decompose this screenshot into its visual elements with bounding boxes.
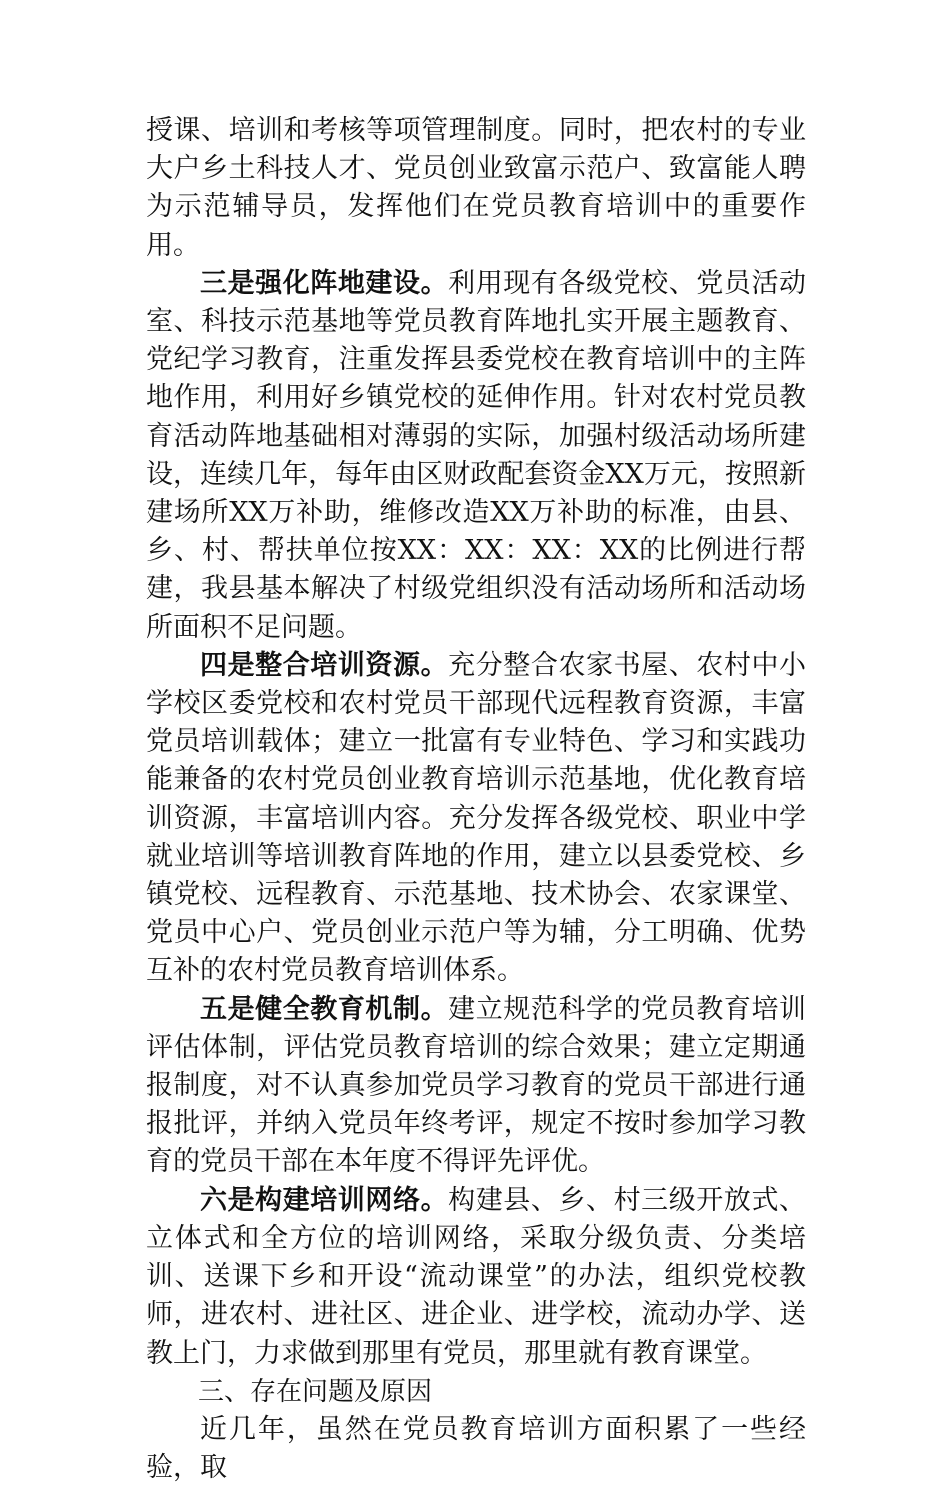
section-heading: 三、存在问题及原因 [198,1376,433,1407]
paragraph-lead: 六是构建培训网络。 [200,1184,449,1216]
paragraph-lead: 三是强化阵地建设。 [200,267,449,299]
paragraph-training-network [146,1182,806,1373]
paragraph-training-resources [146,647,806,991]
paragraph-text: 建立规范科学的党员教育培训评估体制，评估党员教育培训的综合效果；建立定期通报制度，对不认真参加党员学习教育的党员干部进行通报批评，并纳入党员年终考评，规定不按时参加学习教育的党员干部在本年度不得评先评优。 [146,993,807,1178]
paragraph-text: 授课、培训和考核等项管理制度。同时，把农村的专业大户乡土科技人才、党员创业致富示范户、致富能人聘为示范辅导员，发挥他们在党员教育培训中的重要作用。 [146,115,806,261]
paragraph-problems [146,1411,806,1487]
paragraph-text: 近几年，虽然在党员教育培训方面积累了一些经验，取 [146,1413,806,1484]
document-page [146,112,806,1487]
paragraph-position-building [146,265,806,647]
paragraph-text: 构建县、乡、村三级开放式、立体式和全方位的培训网络，采取分级负责、分类培训、送课下乡和开设“流动课堂”的办法，组织党校教师，进农村、进社区、进企业、进学校，流动办学、送教上门，力求做到那里有党员，那里就有教育课堂。 [146,1184,807,1369]
paragraph-intro [146,112,806,265]
paragraph-text: 充分整合农家书屋、农村中小学校区委党校和农村党员干部现代远程教育资源，丰富党员培训载体；建立一批富有专业特色、学习和实践功能兼备的农村党员创业教育培训示范基地，优化教育培训资源，丰富培训内容。充分发挥各级党校、职业中学就业培训等培训教育阵地的作用，建立以县委党校、乡镇党校、远程教育、示范基地、技术协会、农家课堂、党员中心户、党员创业示范户等为辅，分工明确、优势互补的农村党员教育培训体系。 [146,649,807,987]
paragraph-lead: 四是整合培训资源。 [200,649,449,681]
paragraph-text: 利用现有各级党校、党员活动室、科技示范基地等党员教育阵地扎实开展主题教育、党纪学习教育，注重发挥县委党校在教育培训中的主阵地作用，利用好乡镇党校的延伸作用。针对农村党员教育活动阵地基础相对薄弱的实际，加强村级活动场所建设，连续几年，每年由区财政配套资金XX万元，按照新建场所XX万补助，维修改造XX万补助的标准，由县、乡、村、帮扶单位按XX：XX：XX：XX的比例进行帮建，我县基本解决了村级党组织没有活动场所和活动场所面积不足问题。 [146,267,807,643]
paragraph-education-mechanism [146,991,806,1182]
paragraph-lead: 五是健全教育机制。 [200,993,449,1025]
